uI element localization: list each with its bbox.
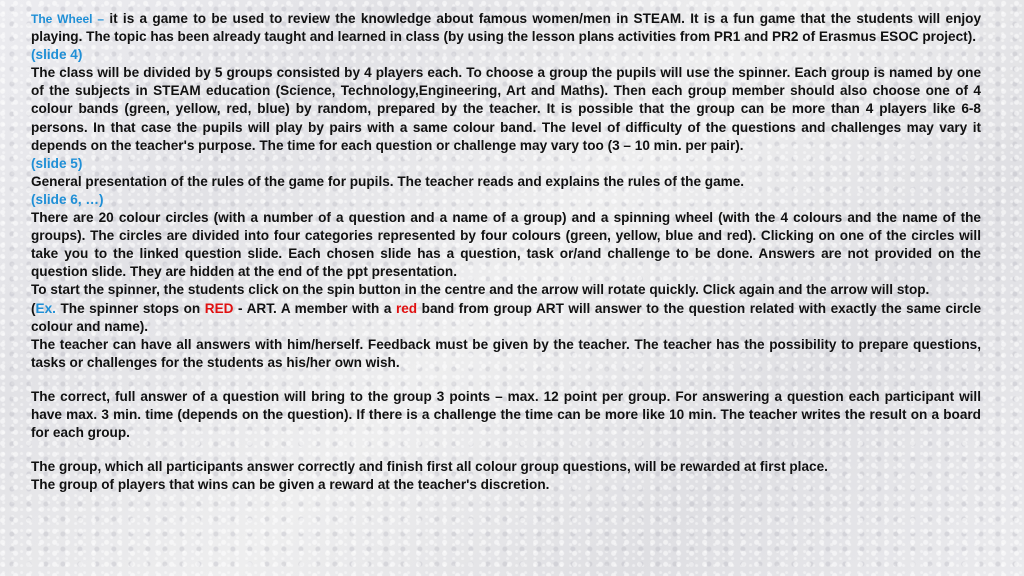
slide-5-heading: (slide 5) <box>31 155 83 171</box>
example-part-2: - ART. A member with a <box>233 300 396 316</box>
reward-line-1: The group, which all participants answer correctly and finish first all colour group questions, will be rewarded at first place. <box>31 459 828 475</box>
example-red-lower: red <box>395 300 418 316</box>
example-open-paren: ( <box>31 300 36 316</box>
teacher-paragraph: The teacher can have all answers with him/herself. Feedback must be given by the teacher. The teacher has the possibility to prepare questions, tasks or challenges for the students as his/her own wish. <box>31 336 981 370</box>
game-name-label: The Wheel – <box>31 12 105 26</box>
paragraph-spacer <box>31 442 981 458</box>
example-paragraph <box>31 300 981 336</box>
slide-4-heading: (slide 4) <box>31 47 83 63</box>
example-red-caps: RED <box>204 300 234 316</box>
paragraph-spacer <box>31 372 981 388</box>
slide-6-text: There are 20 colour circles (with a number of a question and a name of a group) and a spinning wheel (with the 4 colours and the name of the groups). The circles are divided into four categories represented by four colours (green, yellow, blue and red). Clicking on one of the circles will take you to the linked question slide. Each chosen slide has a question, task or/and challenge to be done. Answers are not provided on the question slide. They are hidden at the end of the ppt presentation. <box>31 210 981 280</box>
slide-5-text: General presentation of the rules of the game for pupils. The teacher reads and explains the rules of the game. <box>31 173 745 189</box>
slide-4-text: The class will be divided by 5 groups consisted by 4 players each. To choose a group the pupils will use the spinner. Each group is named by one of the subjects in STEAM education (Science, Technology,Engineering, Art and Maths). Then each group member should also choose one of 4 colour bands (green, yellow, red, blue) by random, prepared by the teacher. It is possible that the group can be more than 4 players like 6-8 persons. In that case the pupils will play by pairs with a same colour band. The level of difficulty of the questions and challenges may vary it depends on the teacher's purpose. The time for each question or challenge may vary too (3 – 10 min. per pair). <box>31 65 981 153</box>
scoring-paragraph: The correct, full answer of a question will bring to the group 3 points – max. 12 point per group. For answering a question each participant will have max. 3 min. time (depends on the question). If there is a challenge the time can be more like 10 min. The teacher writes the result on a board for each group. <box>31 388 981 441</box>
slide-text-body <box>31 10 981 494</box>
example-label: Ex. <box>35 300 56 316</box>
intro-paragraph <box>31 10 981 46</box>
example-part-3: band from group ART will answer to the question related with exactly the same circle colour and name). <box>31 300 982 334</box>
intro-text: it is a game to be used to review the knowledge about famous women/men in STEAM. It is a fun game that the students will enjoy playing. The topic has been already taught and learned in class (by using the lesson plans activities from PR1 and PR2 of Erasmus ESOC project). <box>31 11 982 45</box>
spinner-instructions: To start the spinner, the students click on the spin button in the centre and the arrow will rotate quickly. Click again and the arrow will stop. <box>31 282 930 298</box>
reward-line-2: The group of players that wins can be given a reward at the teacher's discretion. <box>31 477 550 493</box>
slide-6-heading: (slide 6, …) <box>31 191 104 207</box>
example-part-1: The spinner stops on <box>55 300 205 316</box>
